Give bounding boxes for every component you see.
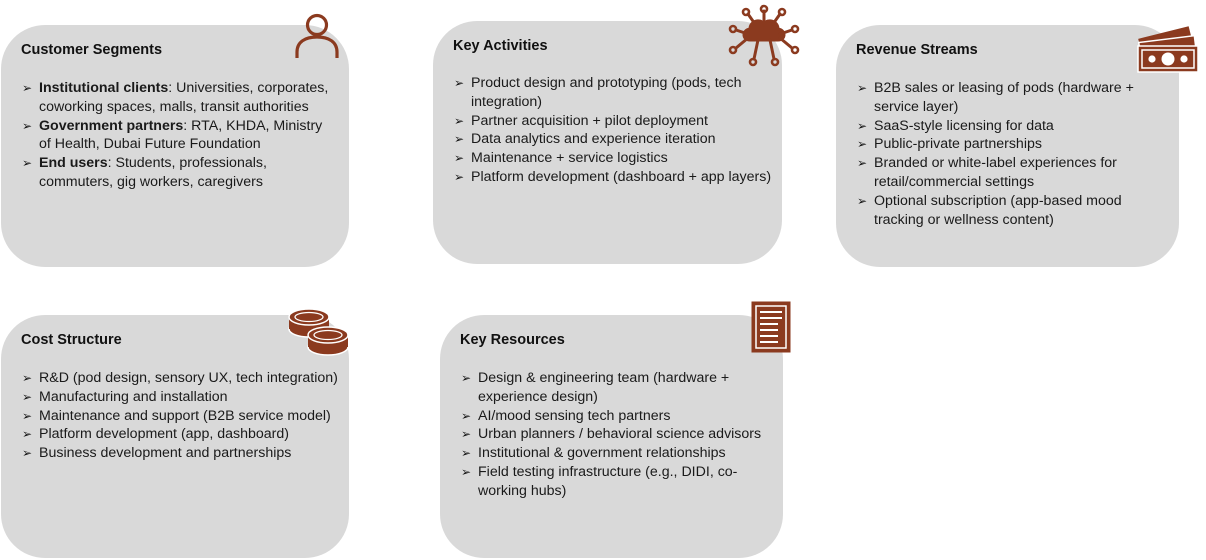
revenue-streams-title: Revenue Streams	[856, 42, 978, 58]
list-item: ➢ Business development and partnerships	[22, 445, 292, 462]
list-item: ➢ AI/mood sensing tech partners	[461, 407, 671, 424]
list-item: ➢ Optional subscription (app-based mood tracking or wellness content)	[857, 192, 1122, 228]
list-item: ➢ Design & engineering team (hardware + experience design)	[461, 370, 730, 405]
bullet-icon: ➢	[22, 118, 33, 133]
list-item: ➢ Public-private partnerships	[857, 136, 1042, 153]
bullet-icon: ➢	[454, 76, 465, 90]
bullet-icon: ➢	[461, 446, 472, 461]
cloud-network-icon	[728, 4, 800, 68]
bullet-icon: ➢	[857, 156, 868, 171]
bullet-icon: ➢	[857, 118, 868, 133]
bullet-icon: ➢	[454, 113, 465, 128]
list-item: ➢ End users: Students, professionals, commuters, gig workers, caregivers	[22, 155, 267, 190]
list-item: ➢ Institutional & government relationships	[461, 445, 726, 462]
list-item: ➢ Platform development (dashboard + app layers)	[454, 168, 772, 185]
bullet-icon: ➢	[857, 193, 868, 208]
list-item: ➢ Maintenance and support (B2B service model)	[22, 407, 331, 424]
bullet-icon: ➢	[22, 446, 33, 461]
bullet-icon: ➢	[22, 156, 33, 171]
document-icon	[750, 300, 792, 354]
list-item: ➢ SaaS-style licensing for data	[857, 117, 1054, 134]
list-item: ➢ Institutional clients: Universities, corporates, coworking spaces, malls, transit authorities	[22, 80, 329, 115]
bullet-icon: ➢	[22, 427, 33, 442]
bullet-icon: ➢	[461, 408, 472, 423]
bullet-icon: ➢	[22, 408, 33, 423]
list-item: ➢ Platform development (app, dashboard)	[22, 426, 289, 443]
list-item: ➢ Maintenance + service logistics	[454, 150, 668, 167]
revenue-streams-card	[836, 25, 1179, 267]
bullet-icon: ➢	[461, 371, 472, 385]
list-item: ➢ Product design and prototyping (pods, tech integration)	[454, 75, 742, 110]
bullet-icon: ➢	[461, 464, 472, 479]
list-item: ➢ Field testing infrastructure (e.g., DIDI, co-working hubs)	[461, 463, 738, 499]
customer-segments-card	[1, 25, 349, 267]
list-item: ➢ Data analytics and experience iteration	[454, 131, 716, 148]
bullet-icon: ➢	[857, 137, 868, 152]
list-item: ➢ Manufacturing and installation	[22, 388, 228, 405]
money-icon	[1136, 24, 1200, 78]
list-item: ➢ Partner acquisition + pilot deployment	[454, 112, 708, 129]
cost-structure-list	[22, 369, 338, 463]
coins-icon	[286, 305, 352, 361]
bullet-icon: ➢	[22, 389, 33, 404]
key-activities-list	[454, 74, 772, 187]
list-item: ➢ Branded or white-label experiences for retail/commercial settings	[857, 155, 1117, 190]
bullet-icon: ➢	[454, 169, 465, 184]
key-resources-card	[440, 315, 783, 558]
bullet-icon: ➢	[461, 427, 472, 442]
revenue-streams-list	[857, 79, 1157, 229]
bullet-icon: ➢	[22, 371, 33, 385]
list-item: ➢ Government partners: RTA, KHDA, Ministry of Health, Dubai Future Foundation	[22, 117, 323, 153]
bullet-icon: ➢	[857, 81, 868, 95]
bullet-icon: ➢	[22, 81, 33, 95]
bullet-icon: ➢	[454, 132, 465, 147]
list-item: ➢ Urban planners / behavioral science advisors	[461, 426, 762, 443]
key-resources-title: Key Resources	[460, 332, 565, 348]
list-item: ➢ R&D (pod design, sensory UX, tech integration)	[22, 370, 338, 386]
cost-structure-title: Cost Structure	[21, 332, 122, 348]
key-resources-list	[461, 369, 767, 501]
list-item: ➢ B2B sales or leasing of pods (hardware + service layer)	[857, 80, 1134, 115]
bullet-icon: ➢	[454, 151, 465, 166]
customer-segments-list	[22, 79, 332, 192]
customer-segments-title: Customer Segments	[21, 42, 163, 58]
person-icon	[293, 12, 341, 60]
key-activities-title: Key Activities	[453, 38, 548, 54]
